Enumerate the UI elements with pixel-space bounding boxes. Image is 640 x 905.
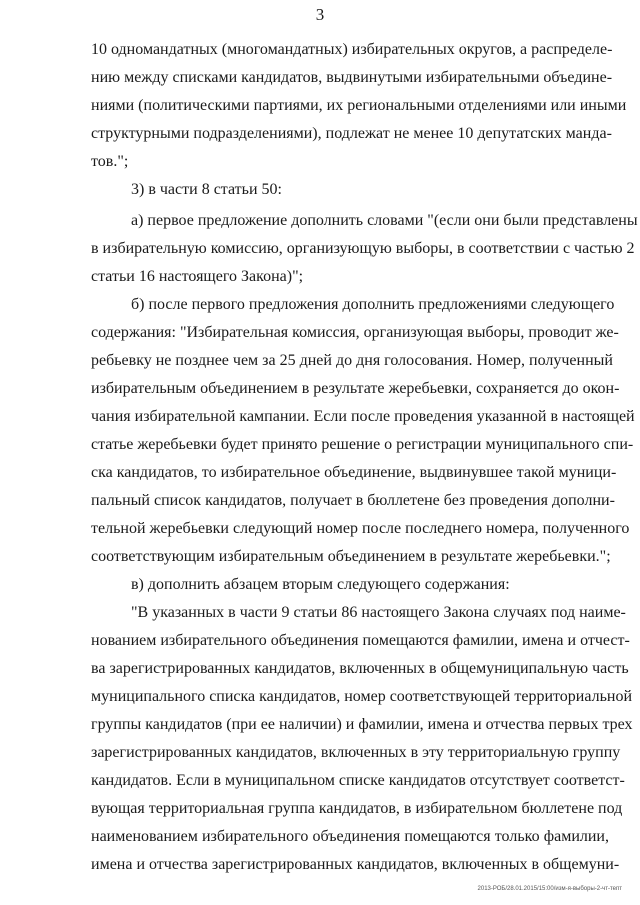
text-line: статье жеребьевки будет принято решение о регистрации муниципального спи- <box>91 436 634 453</box>
text-line: статьи 16 настоящего Закона)"; <box>91 268 304 285</box>
footer-file-reference: 2013-РОБ/28.01.2015/15:00/изм-я-выборы-2-чт-тепт <box>477 886 622 892</box>
text-line: чания избирательной кампании. Если после проведения указанной в настоящей <box>91 408 635 425</box>
text-line: ска кандидатов, то избирательное объединение, выдвинувшее такой муници- <box>91 464 617 481</box>
text-line: наименованием избирательного объединения помещаются только фамилии, <box>91 828 609 845</box>
text-line: имена и отчества зарегистрированных кандидатов, включенных в общемуни- <box>91 856 620 873</box>
text-line: структурными подразделениями), подлежат не менее 10 депутатских манда- <box>91 125 612 142</box>
text-line: нованием избирательного объединения помещаются фамилии, имена и отчест- <box>91 632 630 649</box>
text-line: группы кандидатов (при ее наличии) и фамилии, имена и отчества первых трех <box>91 716 633 733</box>
text-line: б) после первого предложения дополнить предложениями следующего <box>131 296 615 313</box>
text-line: нию между списками кандидатов, выдвинутыми избирательными объедине- <box>91 69 613 86</box>
text-line: кандидатов. Если в муниципальном списке кандидатов отсутствует соответст- <box>91 772 625 789</box>
text-line: соответствующим избирательным объединением в результате жеребьевки."; <box>91 548 611 565</box>
text-line: тов."; <box>91 153 129 170</box>
page-number: 3 <box>315 5 325 24</box>
text-line: вующая территориальная группа кандидатов, в избирательном бюллетене под <box>91 800 623 817</box>
text-line: тельной жеребьевки следующий номер после последнего номера, полученного <box>91 520 630 537</box>
text-line: в избирательную комиссию, организующую выборы, в соответствии с частью 2 <box>91 240 635 257</box>
text-line: зарегистрированных кандидатов, включенных в эту территориальную группу <box>91 744 621 761</box>
text-line: 10 одномандатных (многомандатных) избирательных округов, а распределе- <box>91 41 613 58</box>
text-line: ниями (политическими партиями, их региональными отделениями или иными <box>91 97 627 114</box>
text-line: пальный список кандидатов, получает в бюллетене без проведения дополни- <box>91 492 615 509</box>
text-line: а) первое предложение дополнить словами "(если они были представлены <box>131 212 638 229</box>
text-line: ва зарегистрированных кандидатов, включенных в общемуниципальную часть <box>91 660 629 677</box>
text-line: в) дополнить абзацем вторым следующего содержания: <box>131 576 510 593</box>
text-line: избирательным объединением в результате жеребьевки, сохраняется до окон- <box>91 380 620 397</box>
text-line: муниципального списка кандидатов, номер соответствующей территориальной <box>91 688 633 705</box>
text-line: ребьевку не позднее чем за 25 дней до дня голосования. Номер, полученный <box>91 352 613 369</box>
text-line: 3) в части 8 статьи 50: <box>131 181 282 198</box>
text-line: "В указанных в части 9 статьи 86 настоящего Закона случаях под наиме- <box>131 604 626 621</box>
text-line: содержания: "Избирательная комиссия, организующая выборы, проводит же- <box>91 324 619 341</box>
